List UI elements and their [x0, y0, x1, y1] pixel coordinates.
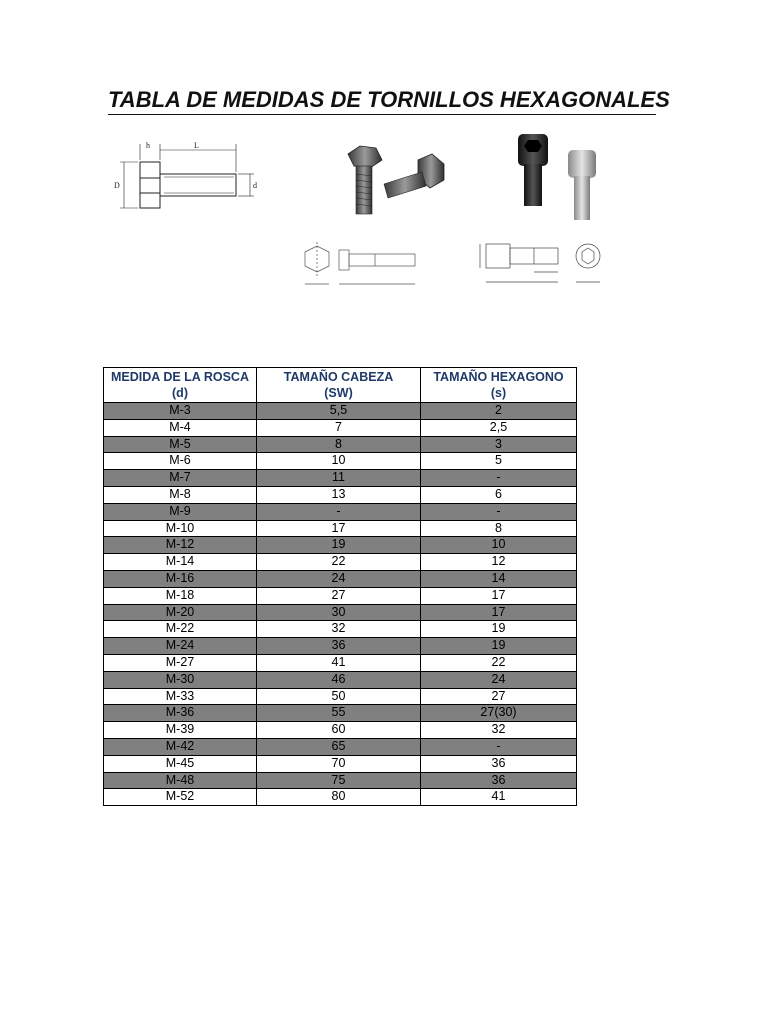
table-row	[104, 621, 577, 638]
cell-hex-size: 36	[421, 772, 577, 789]
cell-hex-size: 36	[421, 755, 577, 772]
cell-head-size: 50	[257, 688, 421, 705]
table-row	[104, 688, 577, 705]
table-row	[104, 537, 577, 554]
table-row	[104, 403, 577, 420]
cell-thread-size: M-22	[104, 621, 257, 638]
cell-thread-size: M-14	[104, 554, 257, 571]
table-row	[104, 419, 577, 436]
cell-hex-size: 27(30)	[421, 705, 577, 722]
cell-thread-size: M-3	[104, 403, 257, 420]
cell-hex-size: 17	[421, 604, 577, 621]
socket-screw-drawing	[478, 238, 608, 290]
cell-thread-size: M-42	[104, 738, 257, 755]
hex-bolt-side-drawing	[295, 242, 430, 292]
cell-head-size: 36	[257, 638, 421, 655]
cell-hex-size: 41	[421, 789, 577, 806]
cell-thread-size: M-36	[104, 705, 257, 722]
cell-thread-size: M-48	[104, 772, 257, 789]
cell-hex-size: 2	[421, 403, 577, 420]
cell-hex-size: 14	[421, 570, 577, 587]
cell-hex-size: -	[421, 470, 577, 487]
table-row	[104, 470, 577, 487]
table-row	[104, 587, 577, 604]
cell-hex-size: 6	[421, 486, 577, 503]
table-row	[104, 638, 577, 655]
cell-hex-size: 19	[421, 638, 577, 655]
cell-head-size: 60	[257, 722, 421, 739]
cell-thread-size: M-39	[104, 722, 257, 739]
cell-hex-size: 3	[421, 436, 577, 453]
table-row	[104, 604, 577, 621]
cell-head-size: 8	[257, 436, 421, 453]
cell-head-size: 80	[257, 789, 421, 806]
cell-thread-size: M-6	[104, 453, 257, 470]
cell-head-size: 13	[257, 486, 421, 503]
cell-thread-size: M-30	[104, 671, 257, 688]
cell-hex-size: 19	[421, 621, 577, 638]
label-d: d	[253, 181, 257, 190]
cell-head-size: 65	[257, 738, 421, 755]
cell-head-size: 10	[257, 453, 421, 470]
cell-thread-size: M-20	[104, 604, 257, 621]
cell-thread-size: M-52	[104, 789, 257, 806]
cell-head-size: 30	[257, 604, 421, 621]
cell-hex-size: 8	[421, 520, 577, 537]
table-row	[104, 738, 577, 755]
cell-head-size: 17	[257, 520, 421, 537]
bolt-sizes-table	[103, 367, 577, 806]
cell-hex-size: -	[421, 738, 577, 755]
table-row	[104, 486, 577, 503]
cell-hex-size: -	[421, 503, 577, 520]
table-row	[104, 772, 577, 789]
cell-hex-size: 24	[421, 671, 577, 688]
cell-hex-size: 10	[421, 537, 577, 554]
cell-thread-size: M-16	[104, 570, 257, 587]
cell-thread-size: M-5	[104, 436, 257, 453]
cell-thread-size: M-33	[104, 688, 257, 705]
table-body	[104, 403, 577, 806]
table-row	[104, 503, 577, 520]
label-D: D	[114, 181, 120, 190]
cell-hex-size: 2,5	[421, 419, 577, 436]
cell-head-size: 46	[257, 671, 421, 688]
cell-thread-size: M-27	[104, 654, 257, 671]
cell-head-size: 41	[257, 654, 421, 671]
table-row	[104, 654, 577, 671]
hex-bolts-photo	[340, 138, 450, 220]
cell-head-size: 22	[257, 554, 421, 571]
cell-hex-size: 17	[421, 587, 577, 604]
cell-head-size: 19	[257, 537, 421, 554]
cell-head-size: 32	[257, 621, 421, 638]
bolt-sizes-table-container	[103, 367, 576, 806]
table-header-row	[104, 368, 577, 403]
cell-thread-size: M-12	[104, 537, 257, 554]
cell-thread-size: M-9	[104, 503, 257, 520]
cell-head-size: 55	[257, 705, 421, 722]
cell-thread-size: M-18	[104, 587, 257, 604]
header-head-size: TAMAÑO CABEZA (SW)	[257, 368, 421, 403]
table-row	[104, 453, 577, 470]
cell-thread-size: M-8	[104, 486, 257, 503]
table-row	[104, 671, 577, 688]
cell-thread-size: M-24	[104, 638, 257, 655]
cell-head-size: 24	[257, 570, 421, 587]
cell-thread-size: M-7	[104, 470, 257, 487]
table-row	[104, 520, 577, 537]
label-L: L	[194, 141, 199, 150]
cell-hex-size: 27	[421, 688, 577, 705]
cell-head-size: 11	[257, 470, 421, 487]
header-thread-size: MEDIDA DE LA ROSCA (d)	[104, 368, 257, 403]
cell-hex-size: 32	[421, 722, 577, 739]
page-title: TABLA DE MEDIDAS DE TORNILLOS HEXAGONALES	[108, 86, 656, 115]
cell-head-size: 7	[257, 419, 421, 436]
cell-head-size: 75	[257, 772, 421, 789]
table-row	[104, 705, 577, 722]
cell-head-size: -	[257, 503, 421, 520]
table-row	[104, 722, 577, 739]
table-row	[104, 436, 577, 453]
label-h: h	[146, 141, 150, 150]
cell-thread-size: M-45	[104, 755, 257, 772]
cell-head-size: 5,5	[257, 403, 421, 420]
socket-screws-photo	[512, 130, 612, 225]
cell-hex-size: 5	[421, 453, 577, 470]
cell-hex-size: 22	[421, 654, 577, 671]
cell-head-size: 27	[257, 587, 421, 604]
cell-thread-size: M-10	[104, 520, 257, 537]
cell-hex-size: 12	[421, 554, 577, 571]
table-row	[104, 755, 577, 772]
table-row	[104, 570, 577, 587]
table-row	[104, 789, 577, 806]
hex-bolt-drawing	[110, 138, 270, 218]
table-row	[104, 554, 577, 571]
cell-thread-size: M-4	[104, 419, 257, 436]
header-hex-size: TAMAÑO HEXAGONO (s)	[421, 368, 577, 403]
cell-head-size: 70	[257, 755, 421, 772]
